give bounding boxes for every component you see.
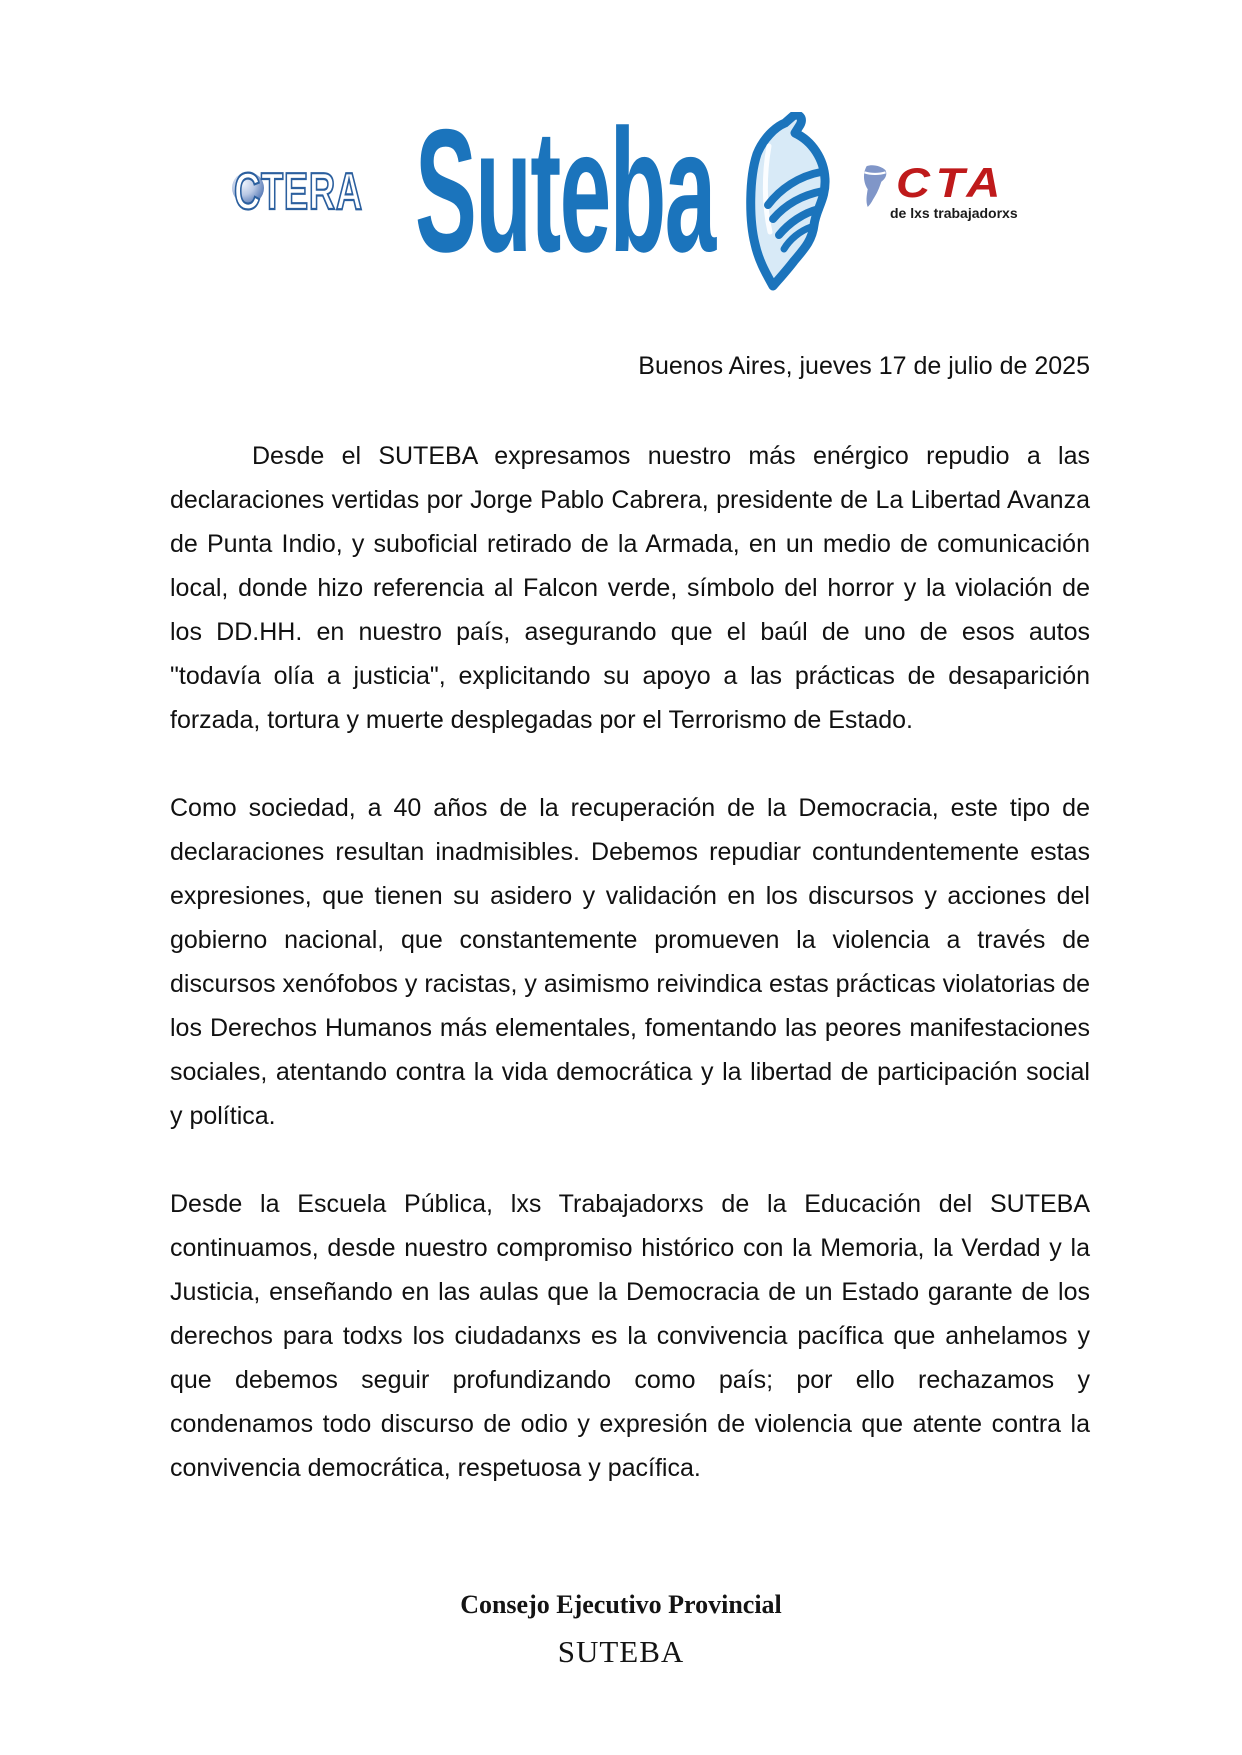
cta-logo-subtitle: de lxs trabajadorxs	[890, 205, 1018, 221]
ctera-logo	[232, 160, 382, 220]
logo-header	[0, 0, 1242, 320]
south-america-map-icon	[858, 164, 890, 208]
letter-body	[170, 434, 1090, 1534]
paragraph-2: Como sociedad, a 40 años de la recuperación de la Democracia, este tipo de declaraciones resultan inadmisibles. Debemos repudiar contundentemente estas expresiones, que tienen su asidero y validación en los discursos y acciones del gobierno nacional, que constantemente promueven la violencia a través de discursos xenófobos y racistas, y asimismo reivindica estas prácticas violatorias de los Derechos Humanos más elementales, fomentando las peores manifestaciones sociales, atentando contra la vida democrática y la libertad de participación social y política.	[170, 794, 1090, 1130]
suteba-hand-map-icon	[723, 112, 833, 292]
paragraph-3: Desde la Escuela Pública, lxs Trabajadorxs de la Educación del SUTEBA continuamos, desde nuestro compromiso histórico con la Memoria, la Verdad y la Justicia, enseñando en las aulas que la Democracia de un Estado garante de los derechos para todxs los ciudadanxs es la convivencia pacífica que anhelamos y que debemos seguir profundizando como país; por ello rechazamos y condenamos todo discurso de odio y expresión de violencia que atente contra la convivencia democrática, respetuosa y pacífica.	[170, 1190, 1090, 1482]
signature-name: SUTEBA	[557, 1634, 685, 1669]
cta-logo	[858, 160, 1038, 220]
date-line: Buenos Aires, jueves 17 de julio de 2025	[638, 352, 1090, 380]
paragraph-1: Desde el SUTEBA expresamos nuestro más enérgico repudio a las declaraciones vertidas por Jorge Pablo Cabrera, presidente de La Libertad Avanza de Punta Indio, y suboficial retirado de la Armada, en un medio de comunicación local, donde hizo referencia al Falcon verde, símbolo del horror y la violación de los DD.HH. en nuestro país, asegurando que el baúl de uno de esos autos "todavía olía a justicia", explicitando su apoyo a las prácticas de desaparición forzada, tortura y muerte desplegadas por el Terrorismo de Estado.	[170, 442, 1090, 734]
signature-org: Consejo Ejecutivo Provincial	[460, 1590, 782, 1619]
cta-logo-text: CTA	[896, 159, 1006, 206]
signature-block	[0, 1590, 1242, 1669]
ctera-logo-text: CTERA	[234, 163, 363, 221]
suteba-logo-text: Suteba	[415, 94, 715, 289]
